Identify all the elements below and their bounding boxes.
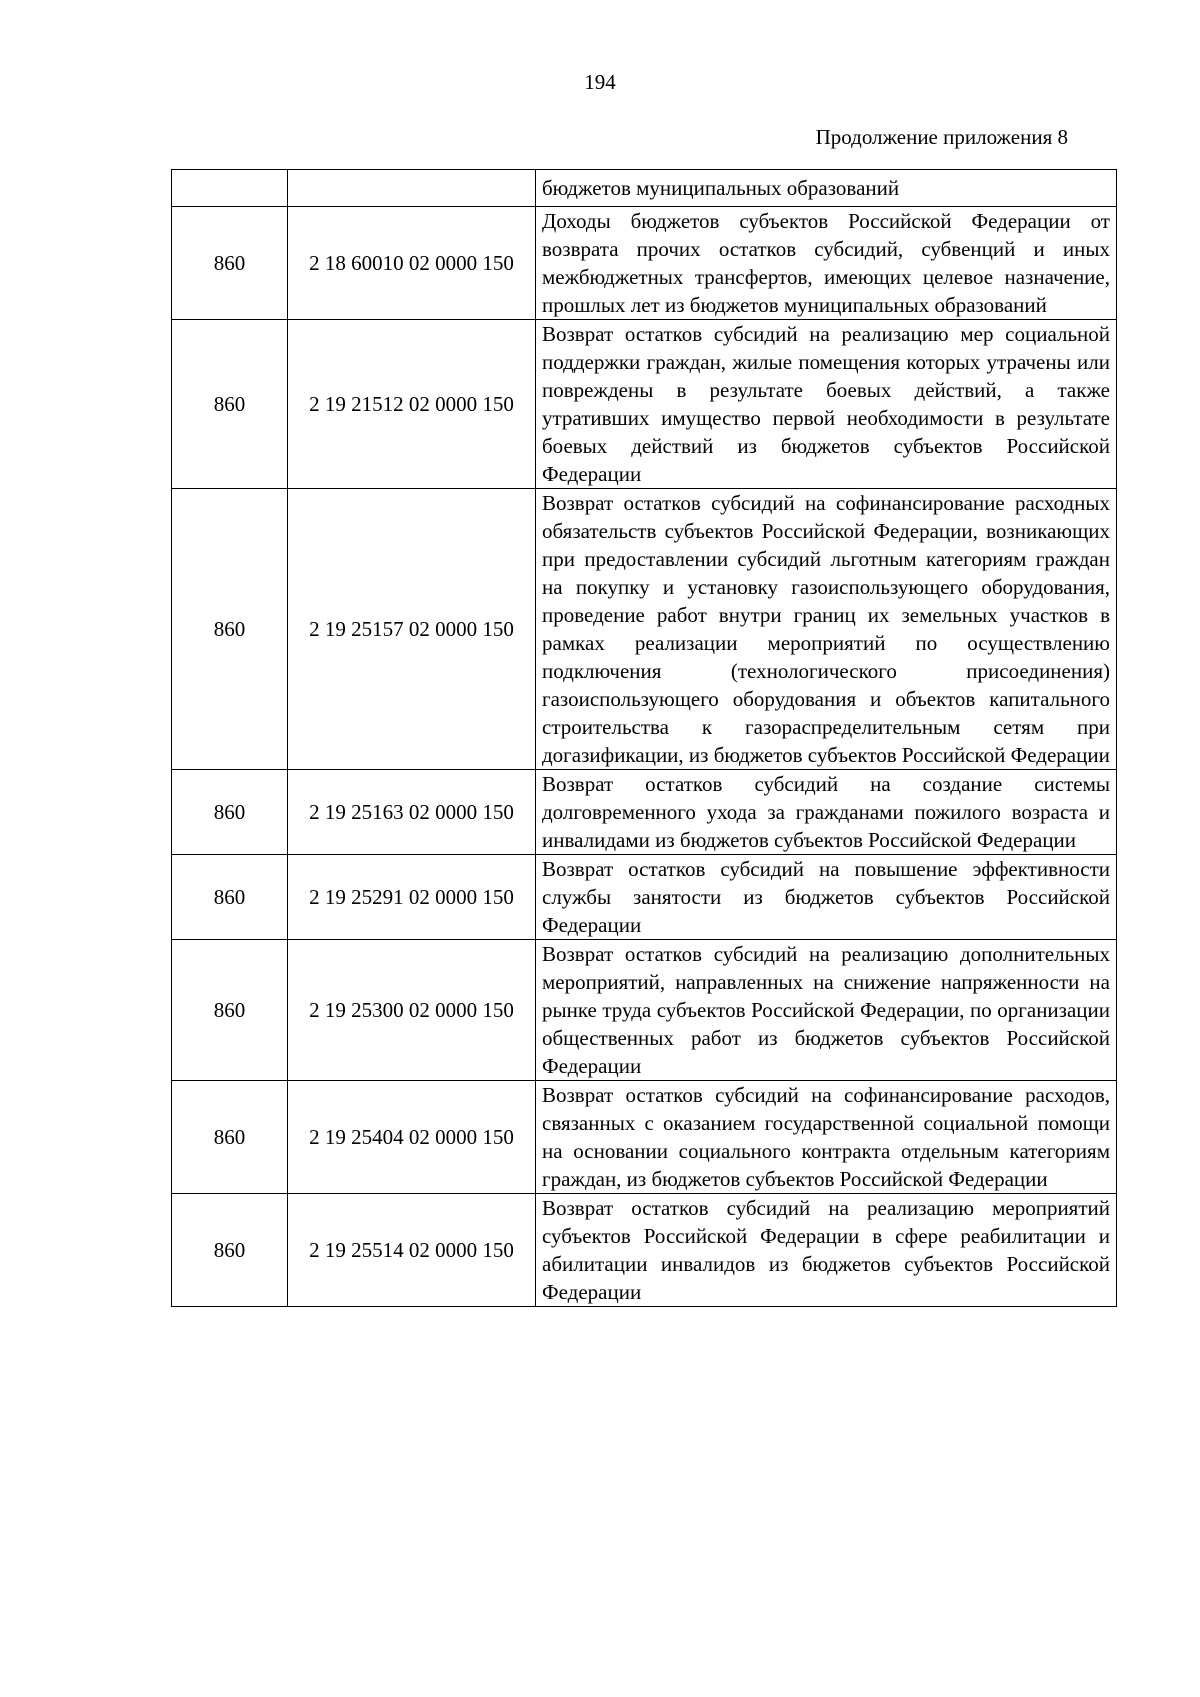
table-row bbox=[172, 207, 1117, 320]
income-name-cell: Возврат остатков субсидий на реализацию мер социальной поддержки граждан, жилые помещения которых утрачены или повреждены в результате боевых действий, а также утративших имущество первой необходимости в результате боевых действий из бюджетов субъектов Российской Федерации bbox=[536, 320, 1117, 489]
admin-code-cell: 860 bbox=[172, 770, 288, 855]
budget-code-cell: 2 19 25300 02 0000 150 bbox=[288, 940, 536, 1081]
budget-code-cell bbox=[288, 170, 536, 207]
income-name-cell: Возврат остатков субсидий на софинансирование расходов, связанных с оказанием государственной социальной помощи на основании социального контракта отдельным категориям граждан, из бюджетов субъектов Российской Федерации bbox=[536, 1081, 1117, 1194]
admin-code-cell: 860 bbox=[172, 1194, 288, 1307]
appendix-continuation-note: Продолжение приложения 8 bbox=[815, 125, 1068, 149]
income-name-cell: Возврат остатков субсидий на создание системы долговременного ухода за гражданами пожилого возраста и инвалидами из бюджетов субъектов Российской Федерации bbox=[536, 770, 1117, 855]
table-row bbox=[172, 1081, 1117, 1194]
table-row bbox=[172, 770, 1117, 855]
admin-code-cell: 860 bbox=[172, 855, 288, 940]
table-row bbox=[172, 940, 1117, 1081]
table-row bbox=[172, 170, 1117, 207]
table-row bbox=[172, 855, 1117, 940]
admin-code-cell: 860 bbox=[172, 1081, 288, 1194]
budget-code-cell: 2 19 25163 02 0000 150 bbox=[288, 770, 536, 855]
budget-code-cell: 2 19 21512 02 0000 150 bbox=[288, 320, 536, 489]
income-name-cell: Возврат остатков субсидий на софинансирование расходных обязательств субъектов Российской Федерации, возникающих при предоставлении субсидий льготным категориям граждан на покупку и установку газоиспользующего оборудования, проведение работ внутри границ их земельных участков в рамках реализации мероприятий по осуществлению подключения (технологического присоединения) газоиспользующего оборудования и объектов капитального строительства к газораспределительным сетям при догазификации, из бюджетов субъектов Российской Федерации bbox=[536, 489, 1117, 770]
page-number: 194 bbox=[584, 70, 616, 94]
budget-code-cell: 2 19 25157 02 0000 150 bbox=[288, 489, 536, 770]
budget-codes-table bbox=[171, 169, 1117, 1307]
income-name-cell: Возврат остатков субсидий на реализацию мероприятий субъектов Российской Федерации в сфере реабилитации и абилитации инвалидов из бюджетов субъектов Российской Федерации bbox=[536, 1194, 1117, 1307]
table-row bbox=[172, 1194, 1117, 1307]
budget-code-cell: 2 19 25514 02 0000 150 bbox=[288, 1194, 536, 1307]
income-name-cell: бюджетов муниципальных образований bbox=[536, 170, 1117, 207]
admin-code-cell: 860 bbox=[172, 207, 288, 320]
income-name-cell: Возврат остатков субсидий на повышение эффективности службы занятости из бюджетов субъектов Российской Федерации bbox=[536, 855, 1117, 940]
income-name-cell: Доходы бюджетов субъектов Российской Федерации от возврата прочих остатков субсидий, субвенций и иных межбюджетных трансфертов, имеющих целевое назначение, прошлых лет из бюджетов муниципальных образований bbox=[536, 207, 1117, 320]
admin-code-cell bbox=[172, 170, 288, 207]
budget-code-cell: 2 18 60010 02 0000 150 bbox=[288, 207, 536, 320]
admin-code-cell: 860 bbox=[172, 489, 288, 770]
budget-code-cell: 2 19 25404 02 0000 150 bbox=[288, 1081, 536, 1194]
admin-code-cell: 860 bbox=[172, 940, 288, 1081]
budget-code-cell: 2 19 25291 02 0000 150 bbox=[288, 855, 536, 940]
income-name-cell: Возврат остатков субсидий на реализацию дополнительных мероприятий, направленных на снижение напряженности на рынке труда субъектов Российской Федерации, по организации общественных работ из бюджетов субъектов Российской Федерации bbox=[536, 940, 1117, 1081]
table-row bbox=[172, 320, 1117, 489]
table-row bbox=[172, 489, 1117, 770]
admin-code-cell: 860 bbox=[172, 320, 288, 489]
